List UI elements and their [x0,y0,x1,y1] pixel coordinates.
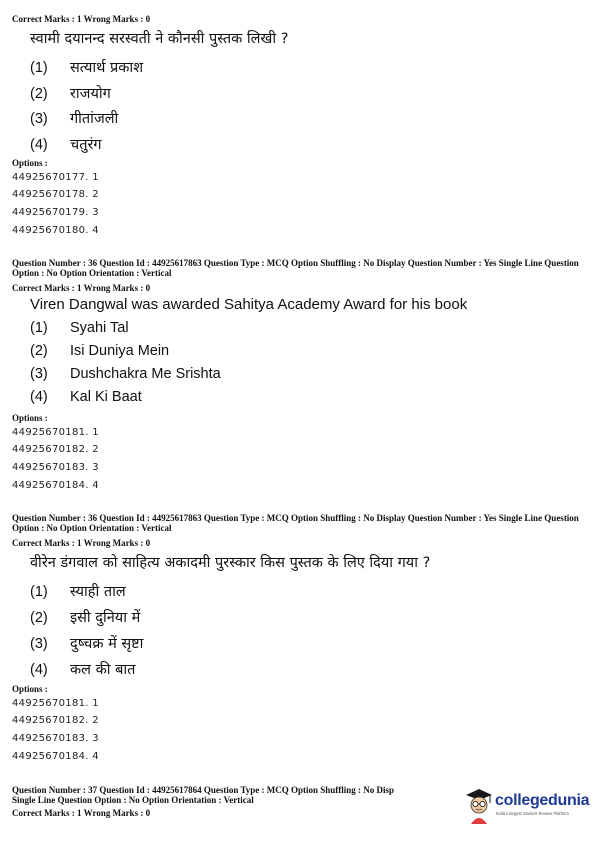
option-item [30,581,126,601]
option-number: (1) [30,584,48,600]
option-item [30,607,140,627]
option-item [30,366,221,383]
option-text: दुष्चक्र में सृष्टा [70,636,144,652]
question-header-line2: Single Line Question Option : No Option Orientation : Vertical [12,795,254,805]
option-number: (4) [30,137,48,153]
option-number: (1) [30,320,48,336]
option-id: 44925670182. 2 [12,715,99,726]
option-id: 44925670181. 1 [12,698,99,709]
question-text: Viren Dangwal was awarded Sahitya Academy Award for his book [30,296,468,313]
option-item [30,134,102,154]
option-item [30,633,143,653]
option-text: गीतांजली [70,111,119,127]
option-number: (3) [30,111,48,127]
options-label: Options : [12,413,48,423]
question-header: Question Number : 37 Question Id : 44925617864 Question Type : MCQ Option Shuffling : No Disp [12,785,395,795]
option-item [30,320,129,337]
question-header: Question Number : 36 Question Id : 44925617863 Question Type : MCQ Option Shuffling : No Display Question Number : Yes Single Line Question Option : No Option Orientation : Vertical [12,258,579,278]
option-text: कल की बात [70,662,136,678]
option-id: 44925670183. 3 [12,462,99,473]
option-text: Kal Ki Baat [70,389,142,405]
option-item [30,108,118,128]
option-id: 44925670178. 2 [12,189,99,200]
marks-line: Correct Marks : 1 Wrong Marks : 0 [12,538,151,548]
marks-line: Correct Marks : 1 Wrong Marks : 0 [12,808,151,818]
option-id: 44925670181. 1 [12,427,99,438]
option-text: Syahi Tal [70,320,129,336]
collegedunia-watermark [463,786,588,826]
option-text: सत्यार्थ प्रकाश [70,60,144,76]
option-id: 44925670183. 3 [12,733,99,744]
option-id: 44925670182. 2 [12,444,99,455]
option-item [30,57,143,77]
option-number: (3) [30,636,48,652]
option-number: (2) [30,343,48,359]
options-label: Options : [12,158,48,168]
option-text: स्याही ताल [70,584,126,600]
option-id: 44925670177. 1 [12,172,99,183]
question-text: स्वामी दयानन्द सरस्वती ने कौनसी पुस्तक लिखी ? [30,31,289,47]
option-text: Dushchakra Me Srishta [70,366,221,382]
option-number: (2) [30,610,48,626]
option-text: चतुरंग [70,137,102,153]
question-text: वीरेन डंगवाल को साहित्य अकादमी पुरस्कार किस पुस्तक के लिए दिया गया ? [30,555,431,571]
option-number: (1) [30,60,48,76]
option-id: 44925670184. 4 [12,751,99,762]
option-number: (3) [30,366,48,382]
option-item [30,83,111,103]
brand-tagline: India's largest Student Review Platform [496,811,569,816]
marks-line: Correct Marks : 1 Wrong Marks : 0 [12,283,151,293]
brand-name: collegedunia [495,792,590,809]
option-text: Isi Duniya Mein [70,343,170,359]
options-label: Options : [12,684,48,694]
option-number: (4) [30,389,48,405]
option-text: राजयोग [70,86,111,102]
option-item [30,343,169,360]
option-number: (4) [30,662,48,678]
option-id: 44925670179. 3 [12,207,99,218]
option-id: 44925670180. 4 [12,225,99,236]
option-id: 44925670184. 4 [12,480,99,491]
option-number: (2) [30,86,48,102]
option-item [30,659,135,679]
option-item [30,389,142,406]
question-header: Question Number : 36 Question Id : 44925617863 Question Type : MCQ Option Shuffling : No Display Question Number : Yes Single Line Question Option : No Option Orientation : Vertical [12,513,579,533]
option-text: इसी दुनिया में [70,610,141,626]
graduate-mascot-icon [463,786,495,826]
marks-line: Correct Marks : 1 Wrong Marks : 0 [12,14,151,24]
